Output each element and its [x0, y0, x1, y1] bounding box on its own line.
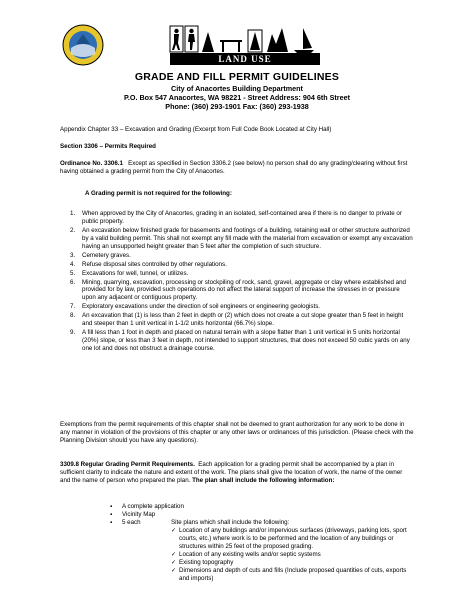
address-line: P.O. Box 547 Anacortes, WA 98221 - Street Address: 904 6th Street — [124, 93, 350, 102]
exemption-number: 1. — [70, 210, 76, 217]
exemption-number: 9. — [70, 329, 76, 337]
regular-permit-text: Each application for a grading permit shall be accompanied by a plan in sufficient clarity to indicate the nature and extent of the work. The plans shall give the location of work, the name of the owner and the name of person who prepared the plan. — [60, 461, 403, 484]
exemption-number: 2. — [70, 226, 76, 234]
requirement-bullet — [60, 519, 414, 527]
ordinance-label: Ordinance No. 3306.1 — [60, 160, 123, 167]
site-plans-intro: Site plans which shall include the following: — [171, 519, 290, 526]
exemption-item — [60, 312, 414, 328]
check-text: Dimensions and depth of cuts and fills (Include proposed quantities of cuts, exports and imports) — [179, 566, 407, 582]
page-title: GRADE AND FILL PERMIT GUIDELINES — [134, 71, 340, 83]
bullet-text: Vicinity Map — [122, 511, 156, 518]
exemption-number: 8. — [70, 312, 76, 320]
section-heading: Section 3306 – Permits Required — [60, 143, 156, 150]
checkmark-icon: ✓ — [171, 558, 177, 566]
check-text: Existing topography — [179, 558, 234, 566]
exemption-text: Mining, quarrying, excavation, processing or stockpiling of rock, sand, gravel, aggregate or clay where established and provided for by law, provided such operations do not affect the lateral support of increase the stresses in or pressure upon any adjacent or contiguous property. — [82, 278, 406, 302]
site-plan-check-item — [60, 567, 414, 583]
checkmark-icon: ✓ — [171, 566, 177, 574]
exemption-text: When approved by the City of Anacortes, grading in an isolated, self-contained area if there is no danger to private or public property. — [82, 210, 402, 225]
exemption-text: A fill less than 1 foot in depth and placed on natural terrain with a slope flatter than 1 unit vertical in 5 units horizontal (20%) slope, or less than 3 feet in depth, not intended to support structures, that does not exceed 50 cubic yards on any one lot and does not obstruct a drainage course. — [82, 329, 410, 352]
requirement-bullet — [60, 511, 414, 519]
exemption-number: 5. — [70, 269, 76, 277]
exemption-text: Exploratory excavations under the direction of soil engineers or engineering geologists. — [82, 303, 321, 311]
land-use-banner — [62, 18, 362, 68]
bullet-icon: ▪ — [110, 511, 113, 518]
bullet-icon: ▪ — [110, 503, 113, 510]
exemption-item — [60, 329, 414, 353]
ordinance-text: Except as specified in Section 3306.2 (see below) no person shall do any grading/clearing without first having obtained a grading permit from the City of Anacortes. — [60, 160, 408, 175]
exemption-item — [60, 210, 414, 226]
ordinance-paragraph — [60, 160, 414, 176]
not-required-heading: A Grading permit is not required for the following: — [85, 190, 232, 197]
regular-permit-paragraph — [60, 461, 414, 485]
site-plan-check-item — [60, 551, 414, 559]
exemption-number: 7. — [70, 303, 76, 311]
phone-line: Phone: (360) 293-1901 Fax: (360) 293-1938 — [165, 102, 309, 111]
city-seal — [62, 24, 104, 66]
exemption-item — [60, 303, 414, 311]
checkmark-icon: ✓ — [171, 550, 177, 558]
requirements-bullets — [60, 503, 414, 583]
regular-permit-label: 3309.8 Regular Grading Permit Requirements. — [60, 461, 195, 468]
exemption-text: An excavation below finished grade for basements and footings of a building, retaining wall or other structure authorized by a valid building permit. This shall not exempt any fill made with the material from excavation or exempt any excavation having an unsupported height greater than 5 feet after the completion of such structure. — [82, 226, 413, 250]
exemption-item — [60, 252, 414, 260]
check-text: Location of any existing wells and/or septic systems — [179, 550, 321, 558]
appendix-line: Appendix Chapter 33 – Excavation and Grading (Excerpt from Full Code Book Located at City Hall) — [60, 126, 332, 133]
exemption-item — [60, 279, 414, 303]
exemption-text: Cemetery graves. — [82, 251, 131, 259]
exemption-item — [60, 261, 414, 269]
exemption-text: Excavations for well, tunnel, or utilizes. — [82, 269, 189, 277]
check-text: Location of any buildings and/or impervious surfaces (driveways, parking lots, sport courts, etc.) where work is to be performed and the location of any buildings or structures within 25 feet of the proposed grading. — [179, 527, 407, 550]
exemption-item — [60, 227, 414, 251]
banner-text: LAND USE — [218, 54, 272, 64]
exemption-number: 3. — [70, 251, 76, 259]
exemption-list — [60, 210, 414, 354]
checkmark-icon: ✓ — [171, 527, 177, 534]
requirement-bullet — [60, 503, 414, 511]
department-name: City of Anacortes Building Department — [171, 84, 303, 93]
exemptions-paragraph: Exemptions from the permit requirements of this chapter shall not be deemed to grant authorization for any work to be done in any manner in violation of the provisions of this chapter or any other laws or ordinances of this jurisdiction. (Please check with the Planning Division should you have any questions). — [60, 421, 414, 444]
exemption-text: An excavation that (1) is less than 2 feet in depth or (2) which does not create a cut slope greater than 5 feet in height and steeper than 1 unit vertical in 1-1/2 units horizontal (66.7%) slope. — [82, 312, 404, 328]
bullet-text: 5 each — [122, 519, 141, 526]
site-plan-check-item — [60, 559, 414, 567]
exemption-number: 4. — [70, 260, 76, 268]
bullet-icon: ▪ — [110, 519, 113, 526]
exemption-number: 6. — [70, 278, 76, 286]
recreation-icons — [170, 26, 314, 54]
bullet-text: A complete application — [122, 503, 184, 510]
regular-permit-bold: The plan shall include the following information: — [192, 476, 335, 484]
exemption-text: Refuse disposal sites controlled by other regulations. — [82, 260, 227, 268]
site-plan-check-item — [60, 527, 414, 551]
exemption-item — [60, 270, 414, 278]
